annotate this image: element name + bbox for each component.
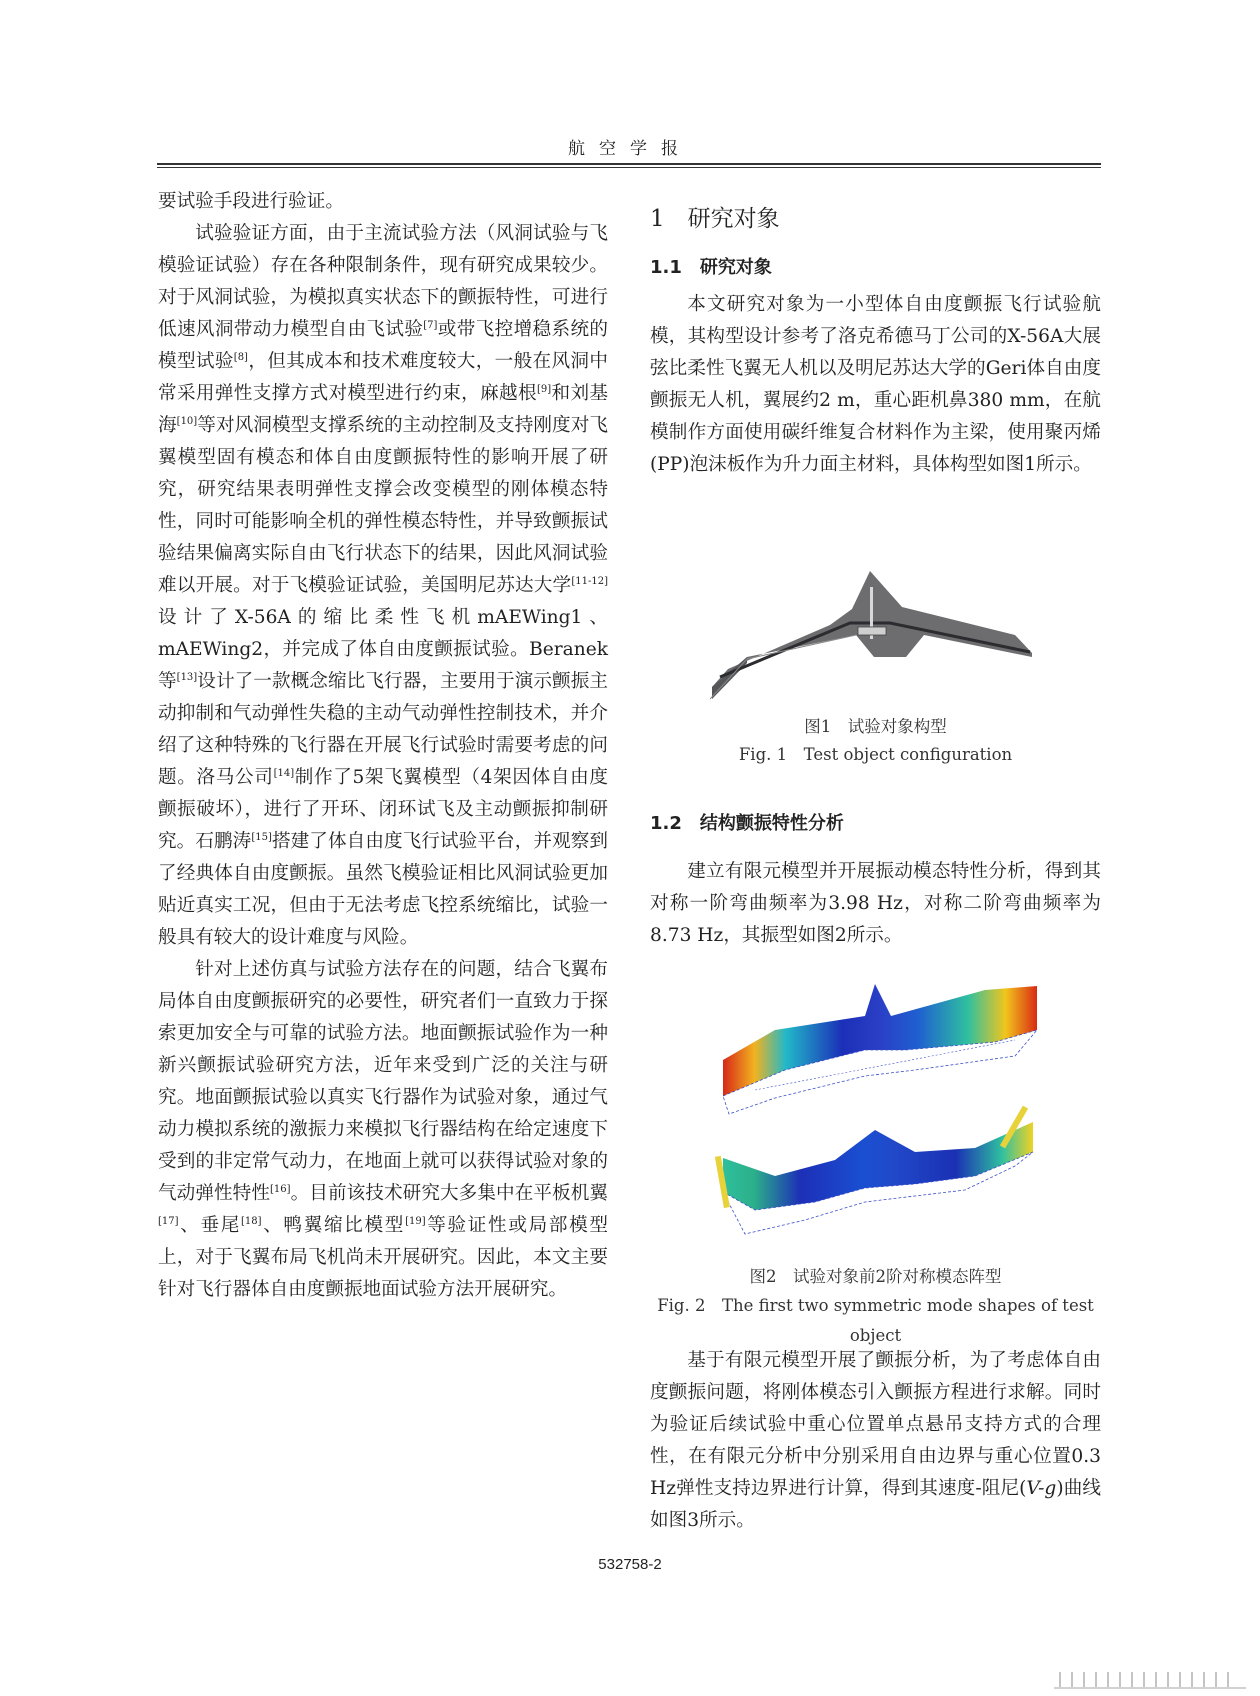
text-segment: 搭建了体自由度飞行试验平台，并观察到了经典体自由度颤振。虽然飞模验证相比风洞试验更加贴近真实工况，但由于无法考虑飞控系统缩比，试验一般具有较大的设计难度与风险。 — [158, 831, 608, 948]
right-column-para-1-2b — [650, 1345, 1101, 1537]
citation: [11-12] — [571, 576, 608, 587]
paragraph: 本文研究对象为一小型体自由度颤振飞行试验航模，其构型设计参考了洛克希德马丁公司的X-56A大展弦比柔性飞翼无人机以及明尼苏达大学的Geri体自由度颤振无人机，翼展约2 m，重心距机鼻380 mm，在航模制作方面使用碳纤维复合材料作为主梁，使用聚丙烯(PP)泡沫板作为升力面主材料，具体构型如图1所示。 — [650, 294, 1101, 475]
figure-1-caption-cn: 图1 试验对象构型 — [804, 717, 947, 736]
section-heading-1-2: 1.2 结构颤振特性分析 — [650, 813, 844, 834]
figure-2-caption-en: Fig. 2 The first two symmetric mode shapes of test object — [657, 1296, 1094, 1345]
mode-shape-2 — [715, 1106, 1033, 1234]
citation: [9] — [536, 384, 552, 395]
text-segment: 、鸭翼缩比模型 — [261, 1215, 406, 1236]
text-segment: 。目前该技术研究大多集中在平板机翼 — [290, 1183, 608, 1204]
text-segment: 针对上述仿真与试验方法存在的问题，结合飞翼布局体自由度颤振研究的必要性，研究者们一直致力于探索更加安全与可靠的试验方法。地面颤振试验作为一种新兴颤振试验研究方法，近年来受到广泛的关注与研究。地面颤振试验以真实飞行器作为试验对象，通过气动力模拟系统的激振力来模拟飞行器结构在给定速度下受到的非定常气动力，在地面上就可以获得试验对象的气动弹性特性 — [158, 959, 608, 1204]
citation: [10] — [176, 416, 198, 427]
citation: [15] — [251, 832, 272, 843]
text-segment: 或带飞控增稳系统的模型试验 — [158, 319, 608, 372]
text-segment: 设计了一款概念缩比飞行器，主要用于演示颤振主动抑制和气动弹性失稳的主动气动弹性控制技术，并介绍了这种特殊的飞行器在开展飞行试验时需要考虑的问题。洛马公司 — [158, 671, 608, 788]
italic-variable: V-g — [1026, 1478, 1057, 1499]
figure-1-caption-en: Fig. 1 Test object configuration — [738, 745, 1013, 764]
paragraph: 建立有限元模型并开展振动模态特性分析，得到其对称一阶弯曲频率为3.98 Hz，对称二阶弯曲频率为8.73 Hz，其振型如图2所示。 — [650, 861, 1101, 946]
header-rule — [157, 163, 1101, 165]
citation: [8] — [233, 352, 248, 363]
text-segment: 基于有限元模型开展了颤振分析，为了考虑体自由度颤振问题，将刚体模态引入颤振方程进行求解。同时为验证后续试验中重心位置单点悬吊支持方式的合理性，在有限元分析中分别采用自由边界与重心位置0.3 Hz弹性支持边界进行计算，得到其速度-阻尼( — [650, 1350, 1101, 1499]
paragraph — [158, 954, 608, 1306]
figure-1-aircraft-configuration — [710, 565, 1050, 705]
mode-shape-1 — [723, 984, 1037, 1114]
right-column-para-1-2 — [650, 856, 1101, 952]
journal-title: 航空学报 — [568, 139, 692, 159]
text-segment: )曲线如图3所示。 — [650, 1478, 1101, 1531]
scroll-indicator[interactable] — [1050, 1668, 1250, 1690]
text-segment: 制作了5架飞翼模型（4架因体自由度颤振破坏），进行了开环、闭环试飞及主动颤振抑制研究。石鹏涛 — [158, 767, 608, 852]
text-segment: 设计了X-56A的缩比柔性飞机mAEWing1、mAEWing2，并完成了体自由度颤振试验。Beranek等 — [158, 607, 608, 692]
citation: [18] — [241, 1216, 262, 1227]
figure-2-mode-shapes — [715, 980, 1045, 1250]
paragraph — [158, 218, 608, 954]
section-heading-1-1: 1.1 研究对象 — [650, 257, 772, 278]
paragraph — [650, 1345, 1101, 1537]
section-heading-1: 1 研究对象 — [650, 206, 780, 232]
left-column — [158, 186, 608, 1306]
header-rule-thin — [157, 167, 1101, 168]
citation: [16] — [270, 1184, 291, 1195]
text-segment: 等对风洞模型支撑系统的主动控制及支持刚度对飞翼模型固有模态和体自由度颤振特性的影响开展了研究，研究结果表明弹性支撑会改变模型的刚体模态特性，同时可能影响全机的弹性模态特性，并导致颤振试验结果偏离实际自由飞行状态下的结果，因此风洞试验难以开展。对于飞模验证试验，美国明尼苏达大学 — [158, 415, 608, 596]
text-segment: 、垂尾 — [178, 1215, 241, 1236]
text-segment: ，但其成本和技术难度较大，一般在风洞中常采用弹性支撑方式对模型进行约束，麻越根 — [158, 351, 608, 404]
page-number: 532758-2 — [598, 1556, 662, 1573]
citation: [19] — [405, 1216, 426, 1227]
citation: [13] — [176, 672, 198, 683]
right-column-para-1-1 — [650, 289, 1101, 481]
citation: [14] — [273, 768, 295, 779]
text-segment: 等验证性或局部模型上，对于飞翼布局飞机尚未开展研究。因此，本文主要针对飞行器体自由度颤振地面试验方法开展研究。 — [158, 1215, 608, 1300]
text-segment: 要试验手段进行验证。 — [158, 191, 344, 212]
text-segment: 试验验证方面，由于主流试验方法（风洞试验与飞模验证试验）存在各种限制条件，现有研究成果较少。对于风洞试验，为模拟真实状态下的颤振特性，可进行低速风洞带动力模型自由飞试验 — [158, 223, 608, 340]
figure-2-caption-cn: 图2 试验对象前2阶对称模态阵型 — [749, 1267, 1002, 1286]
citation: [17] — [158, 1216, 179, 1227]
citation: [7] — [423, 320, 438, 331]
paragraph — [158, 186, 608, 218]
text-segment: 和刘基海 — [158, 383, 608, 436]
